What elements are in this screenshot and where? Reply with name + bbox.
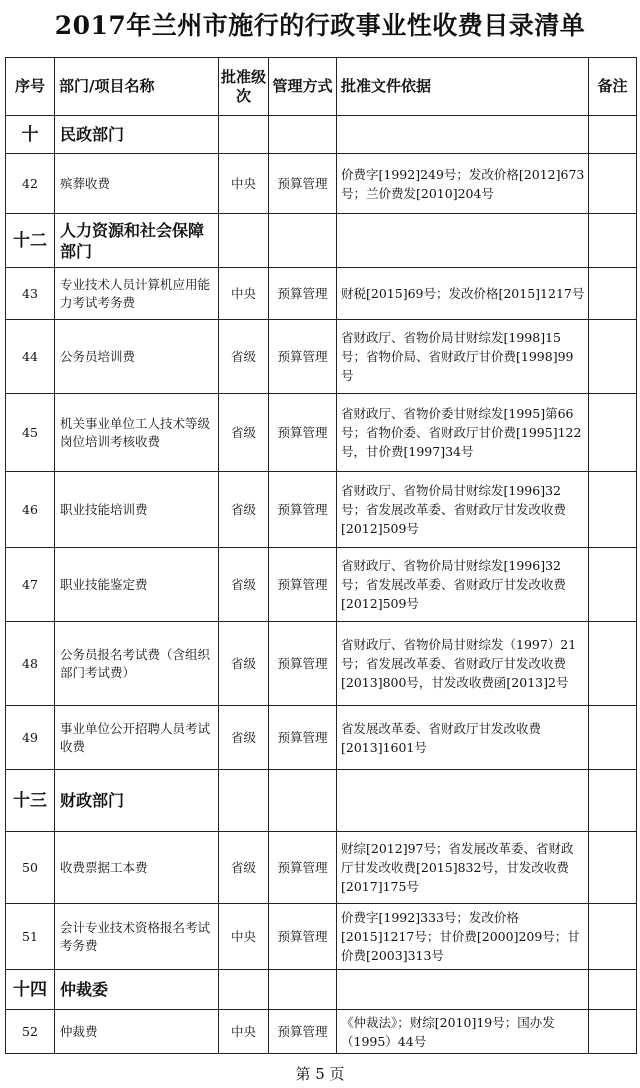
approval-basis: 省财政厅、省物价局甘财综发[1996]32号；省发展改革委、省财政厅甘发改收费[2012]509号 <box>337 548 589 622</box>
approval-level: 省级 <box>219 394 269 472</box>
table-row <box>6 706 637 770</box>
approval-basis: 财综[2012]97号；省发展改革委、省财政厅甘发改收费[2015]832号，甘发改收费[2017]175号 <box>337 832 589 904</box>
management-method: 预算管理 <box>269 904 337 970</box>
table-row <box>6 394 637 472</box>
section-name: 财政部门 <box>55 770 219 832</box>
approval-level: 省级 <box>219 320 269 394</box>
remark <box>589 706 637 770</box>
row-number: 44 <box>6 320 55 394</box>
table-row <box>6 472 637 548</box>
remark <box>589 548 637 622</box>
header-no: 序号 <box>6 58 55 116</box>
section-number: 十四 <box>6 970 55 1010</box>
section-name: 人力资源和社会保障部门 <box>55 214 219 268</box>
approval-basis: 财税[2015]69号；发改价格[2015]1217号 <box>337 268 589 320</box>
item-name: 公务员培训费 <box>55 320 219 394</box>
section-number: 十 <box>6 116 55 154</box>
table-row <box>6 548 637 622</box>
header-name: 部门/项目名称 <box>55 58 219 116</box>
table-row <box>6 268 637 320</box>
row-number: 43 <box>6 268 55 320</box>
row-number: 42 <box>6 154 55 214</box>
item-name: 职业技能培训费 <box>55 472 219 548</box>
page-title: 2017年兰州市施行的行政事业性收费目录清单 <box>54 11 586 40</box>
row-number: 45 <box>6 394 55 472</box>
page-number: 第 5 页 <box>295 1065 345 1083</box>
item-name: 职业技能鉴定费 <box>55 548 219 622</box>
table-header-row <box>6 58 637 116</box>
row-number: 47 <box>6 548 55 622</box>
approval-basis: 价费字[1992]249号；发改价格[2012]673号；兰价费发[2010]204号 <box>337 154 589 214</box>
approval-basis: 《仲裁法》；财综[2010]19号；国办发（1995）44号 <box>337 1010 589 1054</box>
item-name: 仲裁费 <box>55 1010 219 1054</box>
remark <box>589 154 637 214</box>
approval-level: 中央 <box>219 154 269 214</box>
remark <box>589 622 637 706</box>
item-name: 公务员报名考试费（含组织部门考试费） <box>55 622 219 706</box>
approval-basis: 省发展改革委、省财政厅甘发改收费[2013]1601号 <box>337 706 589 770</box>
table-row <box>6 1010 637 1054</box>
header-basis: 批准文件依据 <box>337 58 589 116</box>
section-row <box>6 770 637 832</box>
approval-level: 省级 <box>219 548 269 622</box>
section-number: 十二 <box>6 214 55 268</box>
remark <box>589 832 637 904</box>
item-name: 殡葬收费 <box>55 154 219 214</box>
section-row <box>6 214 637 268</box>
management-method: 预算管理 <box>269 832 337 904</box>
fee-table <box>5 57 637 1054</box>
item-name: 会计专业技术资格报名考试考务费 <box>55 904 219 970</box>
management-method: 预算管理 <box>269 154 337 214</box>
item-name: 事业单位公开招聘人员考试收费 <box>55 706 219 770</box>
section-row <box>6 970 637 1010</box>
table-row <box>6 904 637 970</box>
management-method: 预算管理 <box>269 1010 337 1054</box>
section-number: 十三 <box>6 770 55 832</box>
table-row <box>6 320 637 394</box>
management-method: 预算管理 <box>269 320 337 394</box>
management-method: 预算管理 <box>269 548 337 622</box>
item-name: 专业技术人员计算机应用能力考试考务费 <box>55 268 219 320</box>
approval-basis: 省财政厅、省物价委甘财综发[1995]第66号；省物价委、省财政厅甘价费[1995]122号，甘价费[1997]34号 <box>337 394 589 472</box>
management-method: 预算管理 <box>269 394 337 472</box>
section-row <box>6 116 637 154</box>
header-remark: 备注 <box>589 58 637 116</box>
approval-level: 中央 <box>219 268 269 320</box>
remark <box>589 394 637 472</box>
approval-basis: 省财政厅、省物价局甘财综发（1997）21号；省发展改革委、省财政厅甘发改收费[2013]800号，甘发改收费函[2013]2号 <box>337 622 589 706</box>
remark <box>589 268 637 320</box>
approval-level: 省级 <box>219 832 269 904</box>
approval-level: 省级 <box>219 622 269 706</box>
row-number: 48 <box>6 622 55 706</box>
approval-basis: 省财政厅、省物价局甘财综发[1998]15号；省物价局、省财政厅甘价费[1998]99号 <box>337 320 589 394</box>
management-method: 预算管理 <box>269 706 337 770</box>
remark <box>589 904 637 970</box>
row-number: 49 <box>6 706 55 770</box>
remark <box>589 472 637 548</box>
row-number: 51 <box>6 904 55 970</box>
management-method: 预算管理 <box>269 268 337 320</box>
header-level: 批准级次 <box>219 58 269 116</box>
remark <box>589 1010 637 1054</box>
approval-level: 中央 <box>219 904 269 970</box>
management-method: 预算管理 <box>269 622 337 706</box>
table-row <box>6 154 637 214</box>
table-row <box>6 832 637 904</box>
approval-level: 中央 <box>219 1010 269 1054</box>
row-number: 46 <box>6 472 55 548</box>
section-name: 仲裁委 <box>55 970 219 1010</box>
remark <box>589 320 637 394</box>
section-name: 民政部门 <box>55 116 219 154</box>
approval-basis: 省财政厅、省物价局甘财综发[1996]32号；省发展改革委、省财政厅甘发改收费[2012]509号 <box>337 472 589 548</box>
item-name: 收费票据工本费 <box>55 832 219 904</box>
item-name: 机关事业单位工人技术等级岗位培训考核收费 <box>55 394 219 472</box>
approval-level: 省级 <box>219 472 269 548</box>
approval-level: 省级 <box>219 706 269 770</box>
row-number: 52 <box>6 1010 55 1054</box>
management-method: 预算管理 <box>269 472 337 548</box>
header-mgmt: 管理方式 <box>269 58 337 116</box>
approval-basis: 价费字[1992]333号；发改价格[2015]1217号；甘价费[2000]209号；甘价费[2003]313号 <box>337 904 589 970</box>
table-row <box>6 622 637 706</box>
row-number: 50 <box>6 832 55 904</box>
